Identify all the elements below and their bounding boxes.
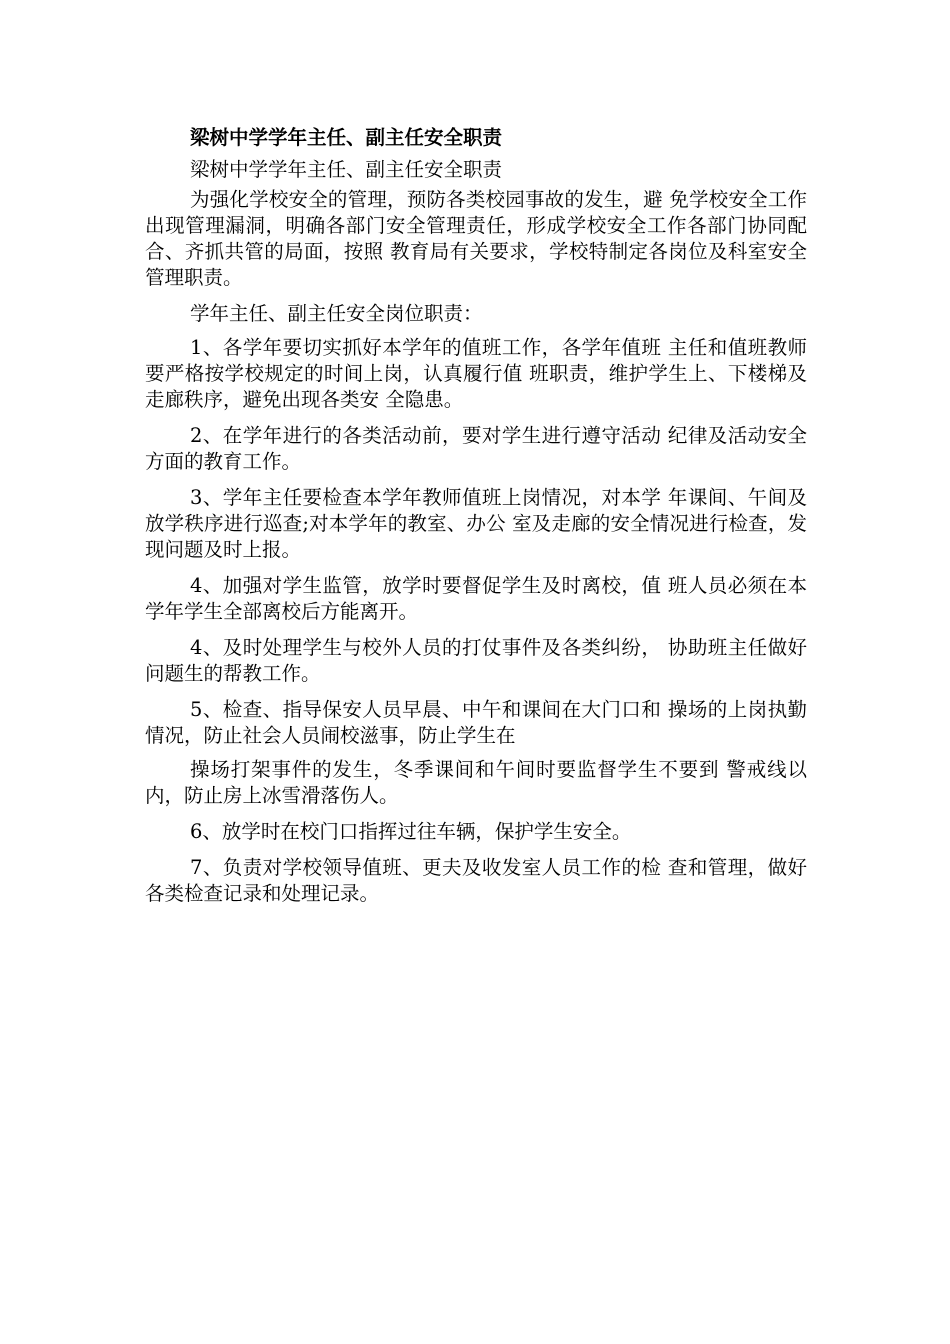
- document-title: 梁树中学学年主任、副主任安全职责: [190, 126, 503, 149]
- duty-item-3: 3、学年主任要检查本学年教师值班上岗情况，对本学 年课间、午间及放学秩序进行巡查;对本学年的教室、办公 室及走廊的安全情况进行检查，发现问题及时上报。: [145, 486, 807, 561]
- duty-item-4a: 4、加强对学生监管，放学时要督促学生及时离校，值 班人员必须在本学年学生全部离校后方能离开。: [145, 574, 807, 623]
- duty-item-5: 5、检查、指导保安人员早晨、中午和课间在大门口和 操场的上岗执勤情况，防止社会人员闹校滋事，防止学生在: [145, 698, 807, 747]
- duty-item-6: 6、放学时在校门口指挥过往车辆，保护学生安全。: [190, 820, 632, 843]
- duty-item-7: 7、负责对学校领导值班、更夫及收发室人员工作的检 查和管理，做好各类检查记录和处理记录。: [145, 856, 807, 905]
- duty-item-2: 2、在学年进行的各类活动前，要对学生进行遵守活动 纪律及活动安全方面的教育工作。: [145, 424, 807, 473]
- section-heading: 学年主任、副主任安全岗位职责：: [190, 302, 483, 325]
- duty-item-4b: 4、及时处理学生与校外人员的打仗事件及各类纠纷， 协助班主任做好问题生的帮教工作。: [145, 636, 807, 685]
- duty-item-1: 1、各学年要切实抓好本学年的值班工作，各学年值班 主任和值班教师要严格按学校规定的时间上岗，认真履行值 班职责，维护学生上、下楼梯及走廊秩序，避免出现各类安 全隐患。: [145, 336, 807, 411]
- intro-paragraph: 为强化学校安全的管理，预防各类校园事故的发生，避 免学校安全工作出现管理漏洞，明确各部门安全管理责任，形成学校安全工作各部门协同配合、齐抓共管的局面，按照 教育局有关要求，学校特制定各岗位及科室安全管理职责。: [145, 188, 807, 289]
- document-body: [145, 125, 807, 917]
- document-subtitle: 梁树中学学年主任、副主任安全职责: [190, 158, 503, 181]
- duty-item-5-continued: 操场打架事件的发生，冬季课间和午间时要监督学生不要到 警戒线以内，防止房上冰雪滑落伤人。: [145, 758, 807, 807]
